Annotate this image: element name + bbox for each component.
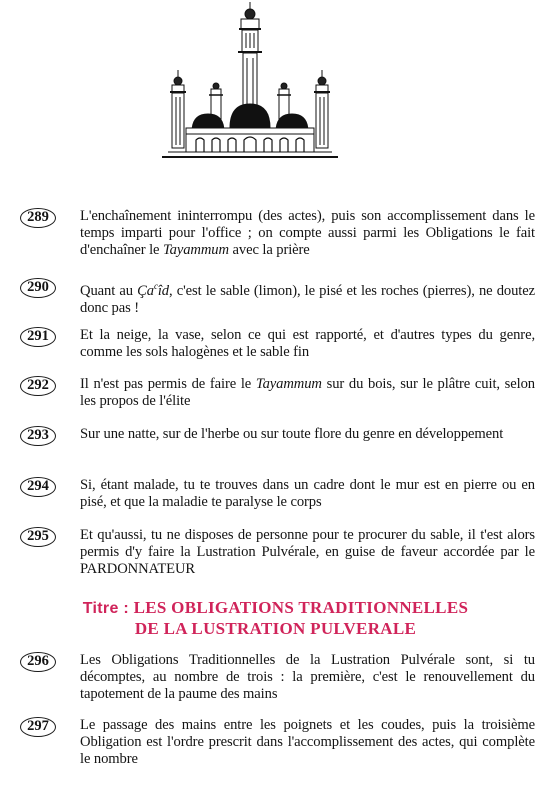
verse-text — [80, 376, 535, 410]
verse-text — [80, 278, 535, 317]
verse-number-badge: 293 — [20, 426, 56, 446]
verse — [20, 327, 535, 361]
verse-text-segment: îd — [157, 282, 169, 299]
verse-text — [80, 527, 535, 578]
verse-text-segment: Et qu'aussi, tu ne disposes de personne pour te procurer du sable, il t'est alors permis d'y faire la Lustration Pulvérale, en guise de faveur accordée par le PARDONNATEUR — [80, 527, 535, 577]
verse-text — [80, 652, 535, 703]
verse-number-badge: 292 — [20, 376, 56, 396]
verse-number-badge: 297 — [20, 717, 56, 737]
verse-text — [80, 717, 535, 768]
verse-text-segment: Quant au — [80, 282, 138, 299]
verse-text-segment: Tayammum — [162, 242, 229, 258]
verse-number-badge: 295 — [20, 527, 56, 547]
verse — [20, 208, 535, 259]
section-heading-label: Titre : — [82, 600, 130, 617]
mosque-emblem-icon — [160, 0, 340, 165]
verse-text-segment: Et la neige, la vase, selon ce qui est rapporté, et d'autres types du genre, comme les sols halogènes et le sable fin — [80, 327, 535, 360]
verse-text-segment: Tayammum — [255, 376, 322, 392]
verse — [20, 652, 535, 703]
verse-text — [80, 426, 535, 443]
verse-number-badge: 294 — [20, 477, 56, 497]
verse-text-segment: sur du bois, sur le plâtre cuit, selon les propos de l'élite — [80, 376, 535, 409]
verse-text-segment: Le passage des mains entre les poignets et les coudes, puis la troisième Obligation est l'ordre prescrit dans l'accomplissement des actes, qui complète le nombre — [80, 717, 535, 767]
verse — [20, 376, 535, 410]
verse — [20, 278, 535, 317]
section-heading — [0, 598, 551, 639]
verse-text-segment: Si, étant malade, tu te trouves dans un cadre dont le mur est en pierre ou en pisé, et que la maladie te paralyse le corps — [80, 477, 535, 510]
section-heading-line-1 — [0, 598, 551, 619]
verse-number-badge: 291 — [20, 327, 56, 347]
verse-text-segment: Les Obligations Traditionnelles de la Lustration Pulvérale sont, si tu décomptes, au nombre de trois : la première, c'est le renouvellement du tapotement de la paume des mains — [80, 652, 535, 702]
verse-text-segment: Il n'est pas permis de faire le — [80, 376, 256, 392]
section-heading-line-2: DE LA LUSTRATION PULVERALE — [134, 619, 417, 638]
section-heading-title: LES OBLIGATIONS TRADITIONNELLES — [133, 598, 469, 617]
verse-text — [80, 327, 535, 361]
verse — [20, 717, 535, 768]
verse-text-segment: avec la prière — [228, 242, 310, 258]
verse-text-segment: , c'est le sable (limon), le pisé et les roches (pierres), ne doutez donc pas ! — [80, 282, 535, 316]
verse-number-badge: 296 — [20, 652, 56, 672]
verse-text — [80, 477, 535, 511]
verse-text — [80, 208, 535, 259]
verse-text-segment: Sur une natte, sur de l'herbe ou sur toute flore du genre en développement — [80, 426, 504, 442]
verse-number-badge: 290 — [20, 278, 56, 298]
verse-number-badge: 289 — [20, 208, 56, 228]
verse — [20, 477, 535, 511]
verse — [20, 527, 535, 578]
verse-text-segment: L'enchaînement ininterrompu (des actes), puis son accomplissement dans le temps imparti pour l'office ; on compte aussi parmi les Obligations le fait d'enchaîner le — [80, 208, 535, 258]
verse — [20, 426, 535, 443]
verse-text-segment: Ça — [137, 282, 154, 299]
verse-text-segment: c — [153, 281, 158, 291]
